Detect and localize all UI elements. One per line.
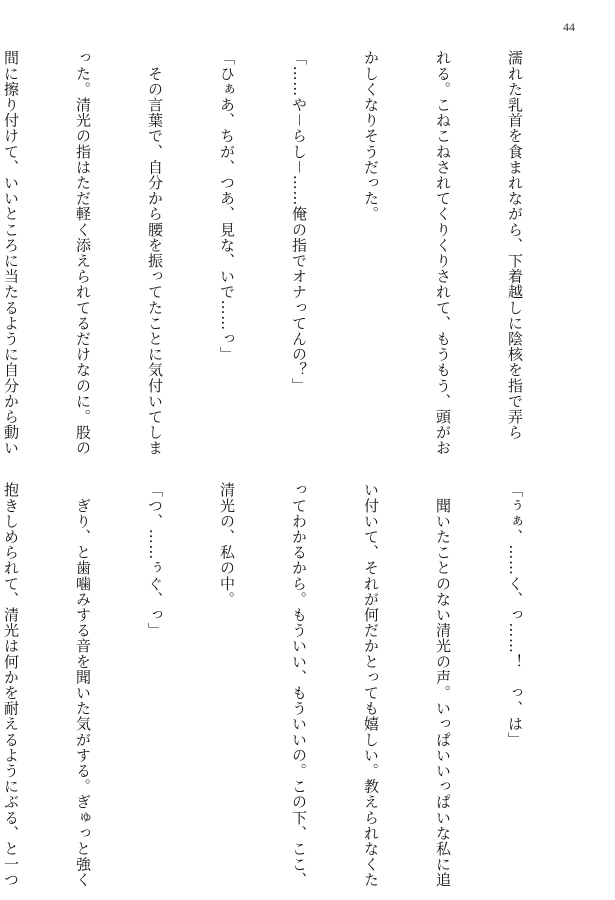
text-line: 清光の、私の中。	[218, 482, 236, 607]
text-line: かしくなりそうだった。	[362, 50, 380, 222]
text-line: 「……や－らし－……俺の指でオナってんの？」	[290, 50, 308, 394]
text-line: 濡れた乳首を食まれながら、下着越しに陰核を指で弄ら	[506, 50, 524, 440]
page-number: 44	[563, 20, 575, 34]
text-line: 「つ、……ぅぐ、っ」	[146, 482, 164, 638]
text-line: った。清光の指はただ軽く添えられてるだけなのに。股の	[74, 50, 92, 456]
text-line: い付いて、それが何だかとっても嬉しい。教えられなくた	[362, 482, 380, 888]
text-block-top	[2, 50, 575, 456]
text-block-bottom	[2, 482, 575, 888]
text-line: れる。こねこねされてくりくりされて、もうもう、頭がお	[434, 50, 452, 456]
text-line: 間に擦り付けて、いいところに当たるように自分から動い	[2, 50, 20, 456]
text-line: 抱きしめられて、清光は何かを耐えるようにぶる、と一つ	[2, 482, 20, 888]
text-line: 「ひぁあ、ちが、つあ、見な、いで……っ」	[218, 50, 236, 362]
text-line: 「ぅぁ、……く、っ……！ っ、は」	[506, 482, 524, 748]
text-line: その言葉で、自分から腰を振ってたことに気付いてしま	[146, 50, 164, 456]
text-line: ってわかるから。もういい、もういいの。この下、ここ、	[290, 482, 308, 888]
text-line: 聞いたことのない清光の声。いっぱいいっぱいな私に追	[434, 482, 452, 888]
text-line: ぎり、と歯噛みする音を聞いた気がする。ぎゅっと強く	[74, 482, 92, 888]
